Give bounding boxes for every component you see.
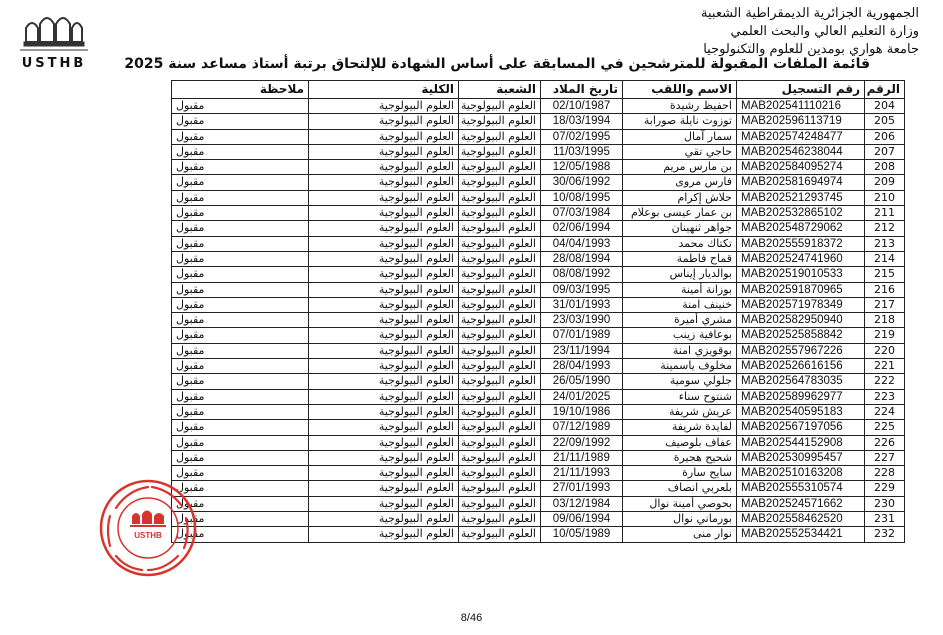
row-num-cell: 218	[865, 313, 905, 328]
page-number: 8/46	[460, 612, 483, 624]
row-reg-cell: MAB202548729062	[737, 221, 865, 236]
row-dob-cell: 23/11/1994	[541, 343, 623, 358]
row-branch-cell: العلوم البيولوجية	[459, 404, 541, 419]
row-note-cell: مقبول	[172, 99, 309, 114]
row-name-cell: جلولي سومية	[623, 374, 737, 389]
row-dob-cell: 09/03/1995	[541, 282, 623, 297]
row-num-cell: 217	[865, 297, 905, 312]
row-name-cell: سمار آمال	[623, 129, 737, 144]
row-reg-cell: MAB202552534421	[737, 527, 865, 542]
row-note-cell: مقبول	[172, 435, 309, 450]
table-row	[172, 420, 905, 435]
row-dob-cell: 02/10/1987	[541, 99, 623, 114]
row-faculty-cell: العلوم البيولوجية	[309, 114, 459, 129]
row-reg-cell: MAB202524571662	[737, 496, 865, 511]
row-faculty-cell: العلوم البيولوجية	[309, 404, 459, 419]
row-reg-cell: MAB202519010533	[737, 267, 865, 282]
row-dob-cell: 27/01/1993	[541, 481, 623, 496]
row-branch-cell: العلوم البيولوجية	[459, 114, 541, 129]
table-row	[172, 99, 905, 114]
row-num-cell: 211	[865, 206, 905, 221]
row-branch-cell: العلوم البيولوجية	[459, 389, 541, 404]
row-dob-cell: 28/08/1994	[541, 251, 623, 266]
table-row	[172, 206, 905, 221]
row-num-cell: 229	[865, 481, 905, 496]
row-name-cell: بوعافية زينب	[623, 328, 737, 343]
row-dob-cell: 22/09/1992	[541, 435, 623, 450]
row-note-cell: مقبول	[172, 466, 309, 481]
row-reg-cell: MAB202521293745	[737, 190, 865, 205]
row-reg-cell: MAB202582950940	[737, 313, 865, 328]
row-branch-cell: العلوم البيولوجية	[459, 481, 541, 496]
row-name-cell: احفيظ رشيدة	[623, 99, 737, 114]
col-reg-header: رقم التسجيل	[737, 81, 865, 99]
row-num-cell: 208	[865, 160, 905, 175]
row-faculty-cell: العلوم البيولوجية	[309, 328, 459, 343]
row-dob-cell: 26/05/1990	[541, 374, 623, 389]
row-dob-cell: 04/04/1993	[541, 236, 623, 251]
row-faculty-cell: العلوم البيولوجية	[309, 175, 459, 190]
row-reg-cell: MAB202591870965	[737, 282, 865, 297]
row-name-cell: حاجي تقي	[623, 144, 737, 159]
table-row	[172, 114, 905, 129]
col-branch-header: الشعبة	[459, 81, 541, 99]
row-name-cell: بورماني نوال	[623, 512, 737, 527]
row-name-cell: بوقويزي امنة	[623, 343, 737, 358]
table-row	[172, 129, 905, 144]
row-name-cell: قماح فاطمة	[623, 251, 737, 266]
row-num-cell: 228	[865, 466, 905, 481]
row-note-cell: مقبول	[172, 359, 309, 374]
row-reg-cell: MAB202541110216	[737, 99, 865, 114]
col-num-header: الرقم	[865, 81, 905, 99]
row-branch-cell: العلوم البيولوجية	[459, 99, 541, 114]
row-note-cell: مقبول	[172, 190, 309, 205]
row-reg-cell: MAB202574248477	[737, 129, 865, 144]
row-reg-cell: MAB202581694974	[737, 175, 865, 190]
row-num-cell: 220	[865, 343, 905, 358]
row-faculty-cell: العلوم البيولوجية	[309, 297, 459, 312]
row-note-cell: مقبول	[172, 236, 309, 251]
row-reg-cell: MAB202567197056	[737, 420, 865, 435]
row-name-cell: شنتوح سناء	[623, 389, 737, 404]
table-row	[172, 389, 905, 404]
row-branch-cell: العلوم البيولوجية	[459, 221, 541, 236]
row-name-cell: عريش شريفة	[623, 404, 737, 419]
table-row	[172, 236, 905, 251]
row-note-cell: مقبول	[172, 206, 309, 221]
row-note-cell: مقبول	[172, 160, 309, 175]
row-faculty-cell: العلوم البيولوجية	[309, 221, 459, 236]
table-row	[172, 221, 905, 236]
row-name-cell: سايح سارة	[623, 466, 737, 481]
table-row	[172, 343, 905, 358]
row-dob-cell: 07/12/1989	[541, 420, 623, 435]
row-branch-cell: العلوم البيولوجية	[459, 313, 541, 328]
row-note-cell: مقبول	[172, 496, 309, 511]
col-note-header: ملاحظة	[172, 81, 309, 99]
row-note-cell: مقبول	[172, 404, 309, 419]
row-dob-cell: 30/06/1992	[541, 175, 623, 190]
row-name-cell: تكتاك محمد	[623, 236, 737, 251]
row-note-cell: مقبول	[172, 450, 309, 465]
row-faculty-cell: العلوم البيولوجية	[309, 435, 459, 450]
row-dob-cell: 03/12/1984	[541, 496, 623, 511]
table-row	[172, 267, 905, 282]
table-row	[172, 144, 905, 159]
row-branch-cell: العلوم البيولوجية	[459, 144, 541, 159]
row-num-cell: 226	[865, 435, 905, 450]
row-note-cell: مقبول	[172, 374, 309, 389]
row-note-cell: مقبول	[172, 175, 309, 190]
row-num-cell: 222	[865, 374, 905, 389]
row-faculty-cell: العلوم البيولوجية	[309, 313, 459, 328]
row-name-cell: لفايدة شريفة	[623, 420, 737, 435]
table-header-row	[172, 81, 905, 99]
row-faculty-cell: العلوم البيولوجية	[309, 206, 459, 221]
table-row	[172, 282, 905, 297]
row-reg-cell: MAB202564783035	[737, 374, 865, 389]
row-name-cell: توزوت نايلة صورابة	[623, 114, 737, 129]
row-faculty-cell: العلوم البيولوجية	[309, 420, 459, 435]
row-reg-cell: MAB202532865102	[737, 206, 865, 221]
row-dob-cell: 07/01/1989	[541, 328, 623, 343]
row-branch-cell: العلوم البيولوجية	[459, 236, 541, 251]
row-num-cell: 213	[865, 236, 905, 251]
row-num-cell: 215	[865, 267, 905, 282]
row-note-cell: مقبول	[172, 420, 309, 435]
row-dob-cell: 24/01/2025	[541, 389, 623, 404]
row-dob-cell: 09/06/1994	[541, 512, 623, 527]
table-row	[172, 466, 905, 481]
row-reg-cell: MAB202540595183	[737, 404, 865, 419]
row-faculty-cell: العلوم البيولوجية	[309, 450, 459, 465]
row-faculty-cell: العلوم البيولوجية	[309, 512, 459, 527]
candidates-table	[171, 80, 905, 543]
table-row	[172, 190, 905, 205]
row-branch-cell: العلوم البيولوجية	[459, 160, 541, 175]
row-dob-cell: 07/03/1984	[541, 206, 623, 221]
row-dob-cell: 23/03/1990	[541, 313, 623, 328]
document-title: قائمة الملفات المقبولة للمترشحين في المسابقة على أساس الشهادة للإلتحاق برتبة أستاذ مساعد سنة 2025	[124, 56, 870, 72]
row-name-cell: شحيح هجيرة	[623, 450, 737, 465]
col-name-header: الاسم واللقب	[623, 81, 737, 99]
row-note-cell: مقبول	[172, 221, 309, 236]
row-branch-cell: العلوم البيولوجية	[459, 420, 541, 435]
row-reg-cell: MAB202589962977	[737, 389, 865, 404]
table-row	[172, 359, 905, 374]
header-republic: الجمهورية الجزائرية الديمقراطية الشعبية	[701, 6, 919, 21]
row-dob-cell: 11/03/1995	[541, 144, 623, 159]
table-row	[172, 297, 905, 312]
row-num-cell: 205	[865, 114, 905, 129]
row-num-cell: 212	[865, 221, 905, 236]
row-faculty-cell: العلوم البيولوجية	[309, 466, 459, 481]
row-faculty-cell: العلوم البيولوجية	[309, 267, 459, 282]
row-branch-cell: العلوم البيولوجية	[459, 450, 541, 465]
row-num-cell: 225	[865, 420, 905, 435]
row-faculty-cell: العلوم البيولوجية	[309, 99, 459, 114]
row-num-cell: 221	[865, 359, 905, 374]
row-reg-cell: MAB202558462520	[737, 512, 865, 527]
row-faculty-cell: العلوم البيولوجية	[309, 282, 459, 297]
row-faculty-cell: العلوم البيولوجية	[309, 359, 459, 374]
row-dob-cell: 21/11/1989	[541, 450, 623, 465]
row-name-cell: مخلوف ياسمينة	[623, 359, 737, 374]
row-reg-cell: MAB202546238044	[737, 144, 865, 159]
row-reg-cell: MAB202525858842	[737, 328, 865, 343]
table-row	[172, 328, 905, 343]
row-note-cell: مقبول	[172, 267, 309, 282]
table-row	[172, 374, 905, 389]
row-reg-cell: MAB202557967226	[737, 343, 865, 358]
table-row	[172, 175, 905, 190]
table-row	[172, 527, 905, 542]
row-name-cell: بلعربي انصاف	[623, 481, 737, 496]
row-faculty-cell: العلوم البيولوجية	[309, 527, 459, 542]
row-branch-cell: العلوم البيولوجية	[459, 512, 541, 527]
row-reg-cell: MAB202555310574	[737, 481, 865, 496]
row-note-cell: مقبول	[172, 343, 309, 358]
row-note-cell: مقبول	[172, 114, 309, 129]
official-stamp	[98, 478, 198, 578]
row-branch-cell: العلوم البيولوجية	[459, 129, 541, 144]
header-ministry: وزارة التعليم العالي والبحث العلمي	[730, 24, 919, 39]
stamp-center-text: USTHB	[134, 531, 162, 540]
row-dob-cell: 28/04/1993	[541, 359, 623, 374]
row-branch-cell: العلوم البيولوجية	[459, 466, 541, 481]
row-num-cell: 224	[865, 404, 905, 419]
row-note-cell: مقبول	[172, 512, 309, 527]
row-dob-cell: 10/08/1995	[541, 190, 623, 205]
row-name-cell: جواهر ثنهينان	[623, 221, 737, 236]
row-reg-cell: MAB202524741960	[737, 251, 865, 266]
row-num-cell: 210	[865, 190, 905, 205]
row-dob-cell: 19/10/1986	[541, 404, 623, 419]
row-dob-cell: 18/03/1994	[541, 114, 623, 129]
row-note-cell: مقبول	[172, 328, 309, 343]
row-reg-cell: MAB202544152908	[737, 435, 865, 450]
row-faculty-cell: العلوم البيولوجية	[309, 481, 459, 496]
row-dob-cell: 31/01/1993	[541, 297, 623, 312]
row-faculty-cell: العلوم البيولوجية	[309, 190, 459, 205]
row-note-cell: مقبول	[172, 389, 309, 404]
row-name-cell: عفاف بلوصيف	[623, 435, 737, 450]
row-branch-cell: العلوم البيولوجية	[459, 328, 541, 343]
row-reg-cell: MAB202526616156	[737, 359, 865, 374]
row-faculty-cell: العلوم البيولوجية	[309, 236, 459, 251]
row-num-cell: 206	[865, 129, 905, 144]
row-note-cell: مقبول	[172, 313, 309, 328]
row-num-cell: 219	[865, 328, 905, 343]
header-university: جامعة هواري بومدين للعلوم والتكنولوجيا	[703, 42, 919, 57]
table-row	[172, 481, 905, 496]
row-faculty-cell: العلوم البيولوجية	[309, 343, 459, 358]
row-num-cell: 214	[865, 251, 905, 266]
row-branch-cell: العلوم البيولوجية	[459, 359, 541, 374]
table-row	[172, 313, 905, 328]
row-reg-cell: MAB202555918372	[737, 236, 865, 251]
row-faculty-cell: العلوم البيولوجية	[309, 496, 459, 511]
row-name-cell: نوار منى	[623, 527, 737, 542]
row-num-cell: 223	[865, 389, 905, 404]
row-note-cell: مقبول	[172, 144, 309, 159]
row-name-cell: خنينف امنة	[623, 297, 737, 312]
row-num-cell: 227	[865, 450, 905, 465]
row-branch-cell: العلوم البيولوجية	[459, 527, 541, 542]
row-dob-cell: 02/06/1994	[541, 221, 623, 236]
row-dob-cell: 10/05/1989	[541, 527, 623, 542]
row-name-cell: حلاش إكرام	[623, 190, 737, 205]
table-row	[172, 496, 905, 511]
row-name-cell: مشري أميرة	[623, 313, 737, 328]
row-num-cell: 207	[865, 144, 905, 159]
table-row	[172, 251, 905, 266]
row-faculty-cell: العلوم البيولوجية	[309, 389, 459, 404]
row-branch-cell: العلوم البيولوجية	[459, 190, 541, 205]
row-num-cell: 216	[865, 282, 905, 297]
row-branch-cell: العلوم البيولوجية	[459, 175, 541, 190]
row-note-cell: مقبول	[172, 282, 309, 297]
row-name-cell: فارس مروى	[623, 175, 737, 190]
row-branch-cell: العلوم البيولوجية	[459, 267, 541, 282]
row-dob-cell: 08/08/1992	[541, 267, 623, 282]
row-note-cell: مقبول	[172, 251, 309, 266]
row-note-cell: مقبول	[172, 297, 309, 312]
row-num-cell: 231	[865, 512, 905, 527]
row-reg-cell: MAB202584095274	[737, 160, 865, 175]
row-name-cell: بن مارس مريم	[623, 160, 737, 175]
row-name-cell: بوالديار إيناس	[623, 267, 737, 282]
logo-text: USTHB	[21, 56, 87, 71]
row-num-cell: 230	[865, 496, 905, 511]
table-body	[172, 99, 905, 543]
row-faculty-cell: العلوم البيولوجية	[309, 144, 459, 159]
col-dob-header: تاريخ الملاد	[541, 81, 623, 99]
table-row	[172, 160, 905, 175]
row-faculty-cell: العلوم البيولوجية	[309, 160, 459, 175]
row-dob-cell: 12/05/1988	[541, 160, 623, 175]
row-branch-cell: العلوم البيولوجية	[459, 435, 541, 450]
row-num-cell: 204	[865, 99, 905, 114]
row-faculty-cell: العلوم البيولوجية	[309, 129, 459, 144]
row-reg-cell: MAB202510163208	[737, 466, 865, 481]
row-faculty-cell: العلوم البيولوجية	[309, 374, 459, 389]
row-name-cell: بحوصي أمينة نوال	[623, 496, 737, 511]
row-branch-cell: العلوم البيولوجية	[459, 343, 541, 358]
row-reg-cell: MAB202596113719	[737, 114, 865, 129]
row-note-cell: مقبول	[172, 527, 309, 542]
row-branch-cell: العلوم البيولوجية	[459, 251, 541, 266]
table-row	[172, 450, 905, 465]
row-branch-cell: العلوم البيولوجية	[459, 496, 541, 511]
row-note-cell: مقبول	[172, 129, 309, 144]
row-dob-cell: 21/11/1993	[541, 466, 623, 481]
table-row	[172, 512, 905, 527]
row-branch-cell: العلوم البيولوجية	[459, 206, 541, 221]
row-dob-cell: 07/02/1995	[541, 129, 623, 144]
row-reg-cell: MAB202571978349	[737, 297, 865, 312]
row-branch-cell: العلوم البيولوجية	[459, 374, 541, 389]
row-reg-cell: MAB202530995457	[737, 450, 865, 465]
row-num-cell: 209	[865, 175, 905, 190]
row-branch-cell: العلوم البيولوجية	[459, 297, 541, 312]
row-note-cell: مقبول	[172, 481, 309, 496]
row-branch-cell: العلوم البيولوجية	[459, 282, 541, 297]
row-num-cell: 232	[865, 527, 905, 542]
row-name-cell: بوزانة أمينة	[623, 282, 737, 297]
row-faculty-cell: العلوم البيولوجية	[309, 251, 459, 266]
table-row	[172, 404, 905, 419]
col-faculty-header: الكلية	[309, 81, 459, 99]
table-row	[172, 435, 905, 450]
row-name-cell: بن عمار عيسى بوعلام	[623, 206, 737, 221]
